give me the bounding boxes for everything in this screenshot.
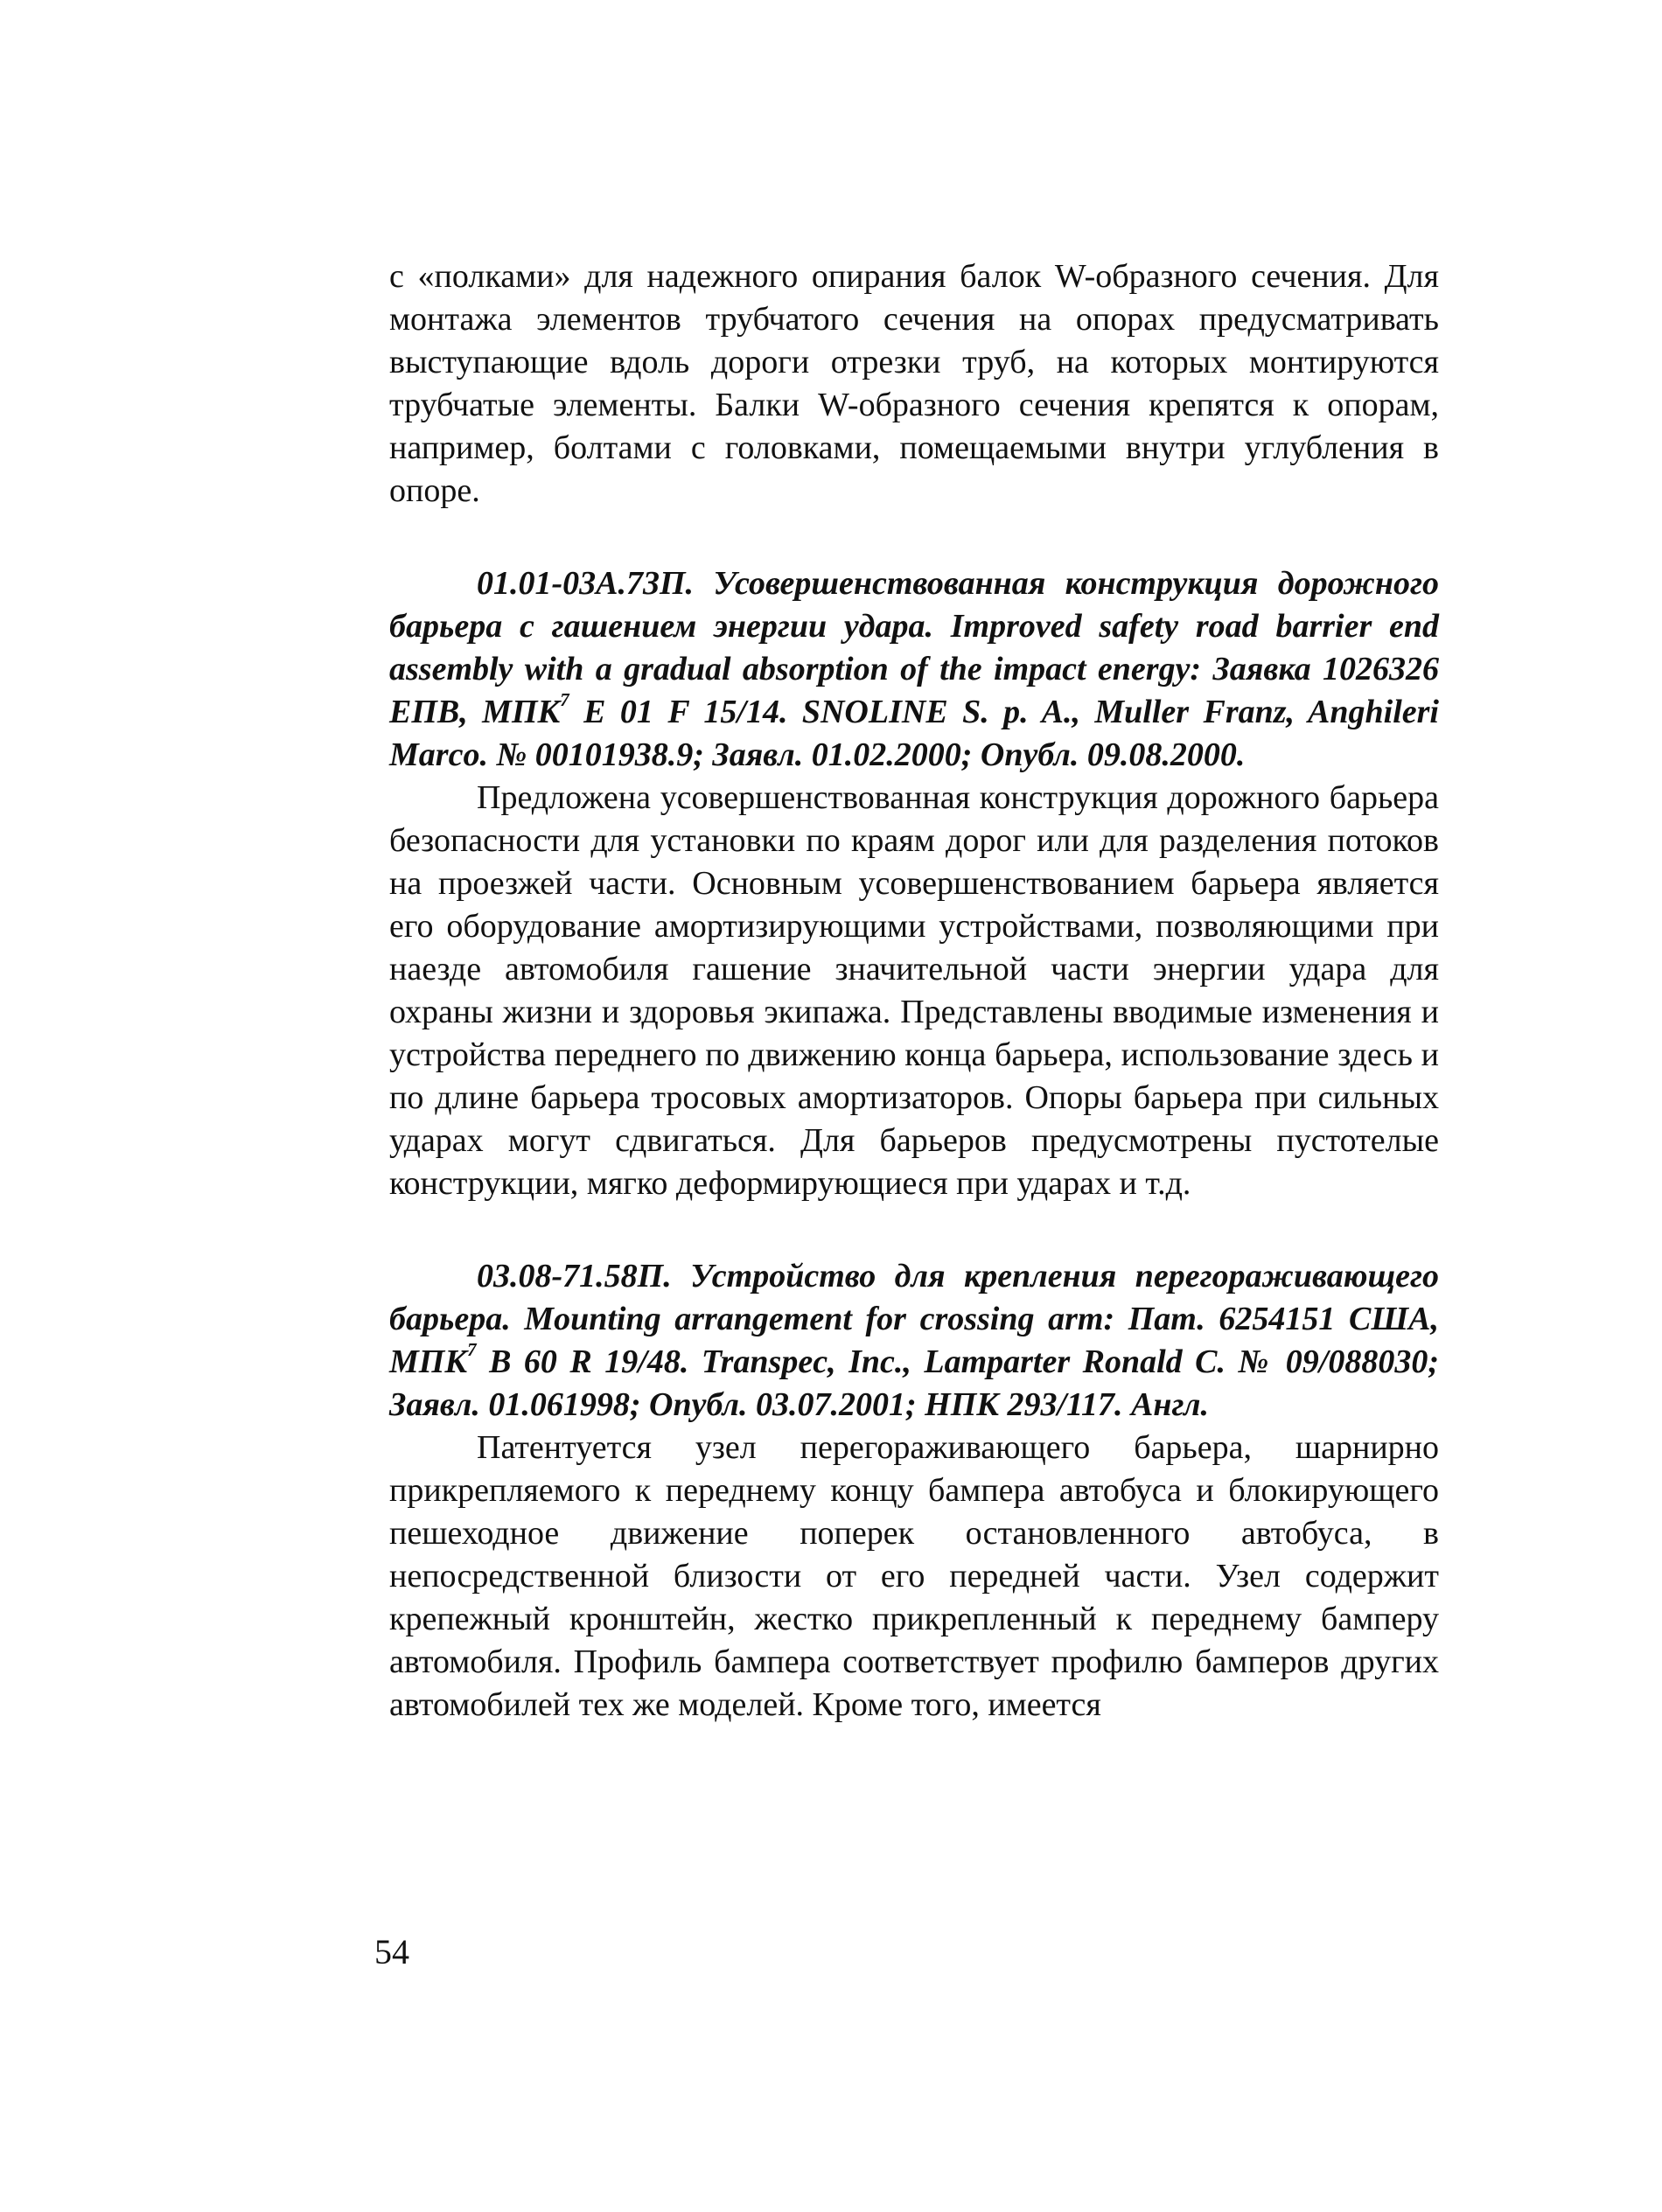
text-column [389,255,1439,1727]
section-spacer [389,1205,1439,1255]
entry-heading-2-part1: 03.08-71.58П. Устройство для крепления перегораживающего барьера. Mounting arrangement for crossing arm: Пат. 6254151 США, МПК [389,1258,1439,1380]
section-spacer [389,513,1439,562]
entry-heading-1-superscript: 7 [560,689,569,711]
entry-heading-2 [389,1255,1439,1427]
continuation-paragraph: с «полками» для надежного опирания балок W-образного сечения. Для монтажа элементов трубчатого сечения на опорах предусматривать выступающие вдоль дороги отрезки труб, на которых монтируются трубчатые элементы. Балки W-образного сечения крепятся к опорам, например, болтами с головками, помещаемыми внутри углубления в опоре. [389,258,1439,509]
entry-heading-1-part1: 01.01-03А.73П. Усовершенствованная конструкция дорожного барьера с гашением энергии удара. Improved safety road barrier end assembly with a gradual absorption of the impact energy: Заявка 1026326 ЕПВ, МПК [389,565,1439,730]
entry-body-1: Предложена усовершенствованная конструкция дорожного барьера безопасности для установки по краям дорог или для разделения потоков на проезжей части. Основным усовершенствованием барьера является его оборудование амортизирующими устройствами, позволяющими при наезде автомобиля гашение значительной части энергии удара для охраны жизни и здоровья экипажа. Представлены вводимые изменения и устройства переднего по движению конца барьера, использование здесь и по длине барьера тросовых амортизаторов. Опоры барьера при сильных ударах могут сдвигаться. Для барьеров предусмотрены пустотелые конструкции, мягко деформирующиеся при ударах и т.д. [389,779,1439,1202]
page-number: 54 [374,1932,409,1971]
entry-heading-2-part2: B 60 R 19/48. Transpec, Inc., Lamparter Ronald C. № 09/088030; Заявл. 01.061998; Опубл. 03.07.2001; НПК 293/117. Англ. [389,1343,1439,1423]
entry-heading-1 [389,562,1439,777]
entry-heading-2-superscript: 7 [467,1339,477,1361]
entry-heading-1-part2: E 01 F 15/14. SNOLINE S. p. A., Muller Franz, Anghileri Marco. № 00101938.9; Заявл. 01.02.2000; Опубл. 09.08.2000. [389,694,1439,773]
entry-body-2: Патентуется узел перегораживающего барьера, шарнирно прикрепляемого к переднему концу бампера автобуса и блокирующего пешеходное движение поперек остановленного автобуса, в непосредственной близости от его передней части. Узел содержит крепежный кронштейн, жестко прикрепленный к переднему бамперу автомобиля. Профиль бампера соответствует профилю бамперов других автомобилей тех же моделей. Кроме того, имеется [389,1429,1439,1723]
